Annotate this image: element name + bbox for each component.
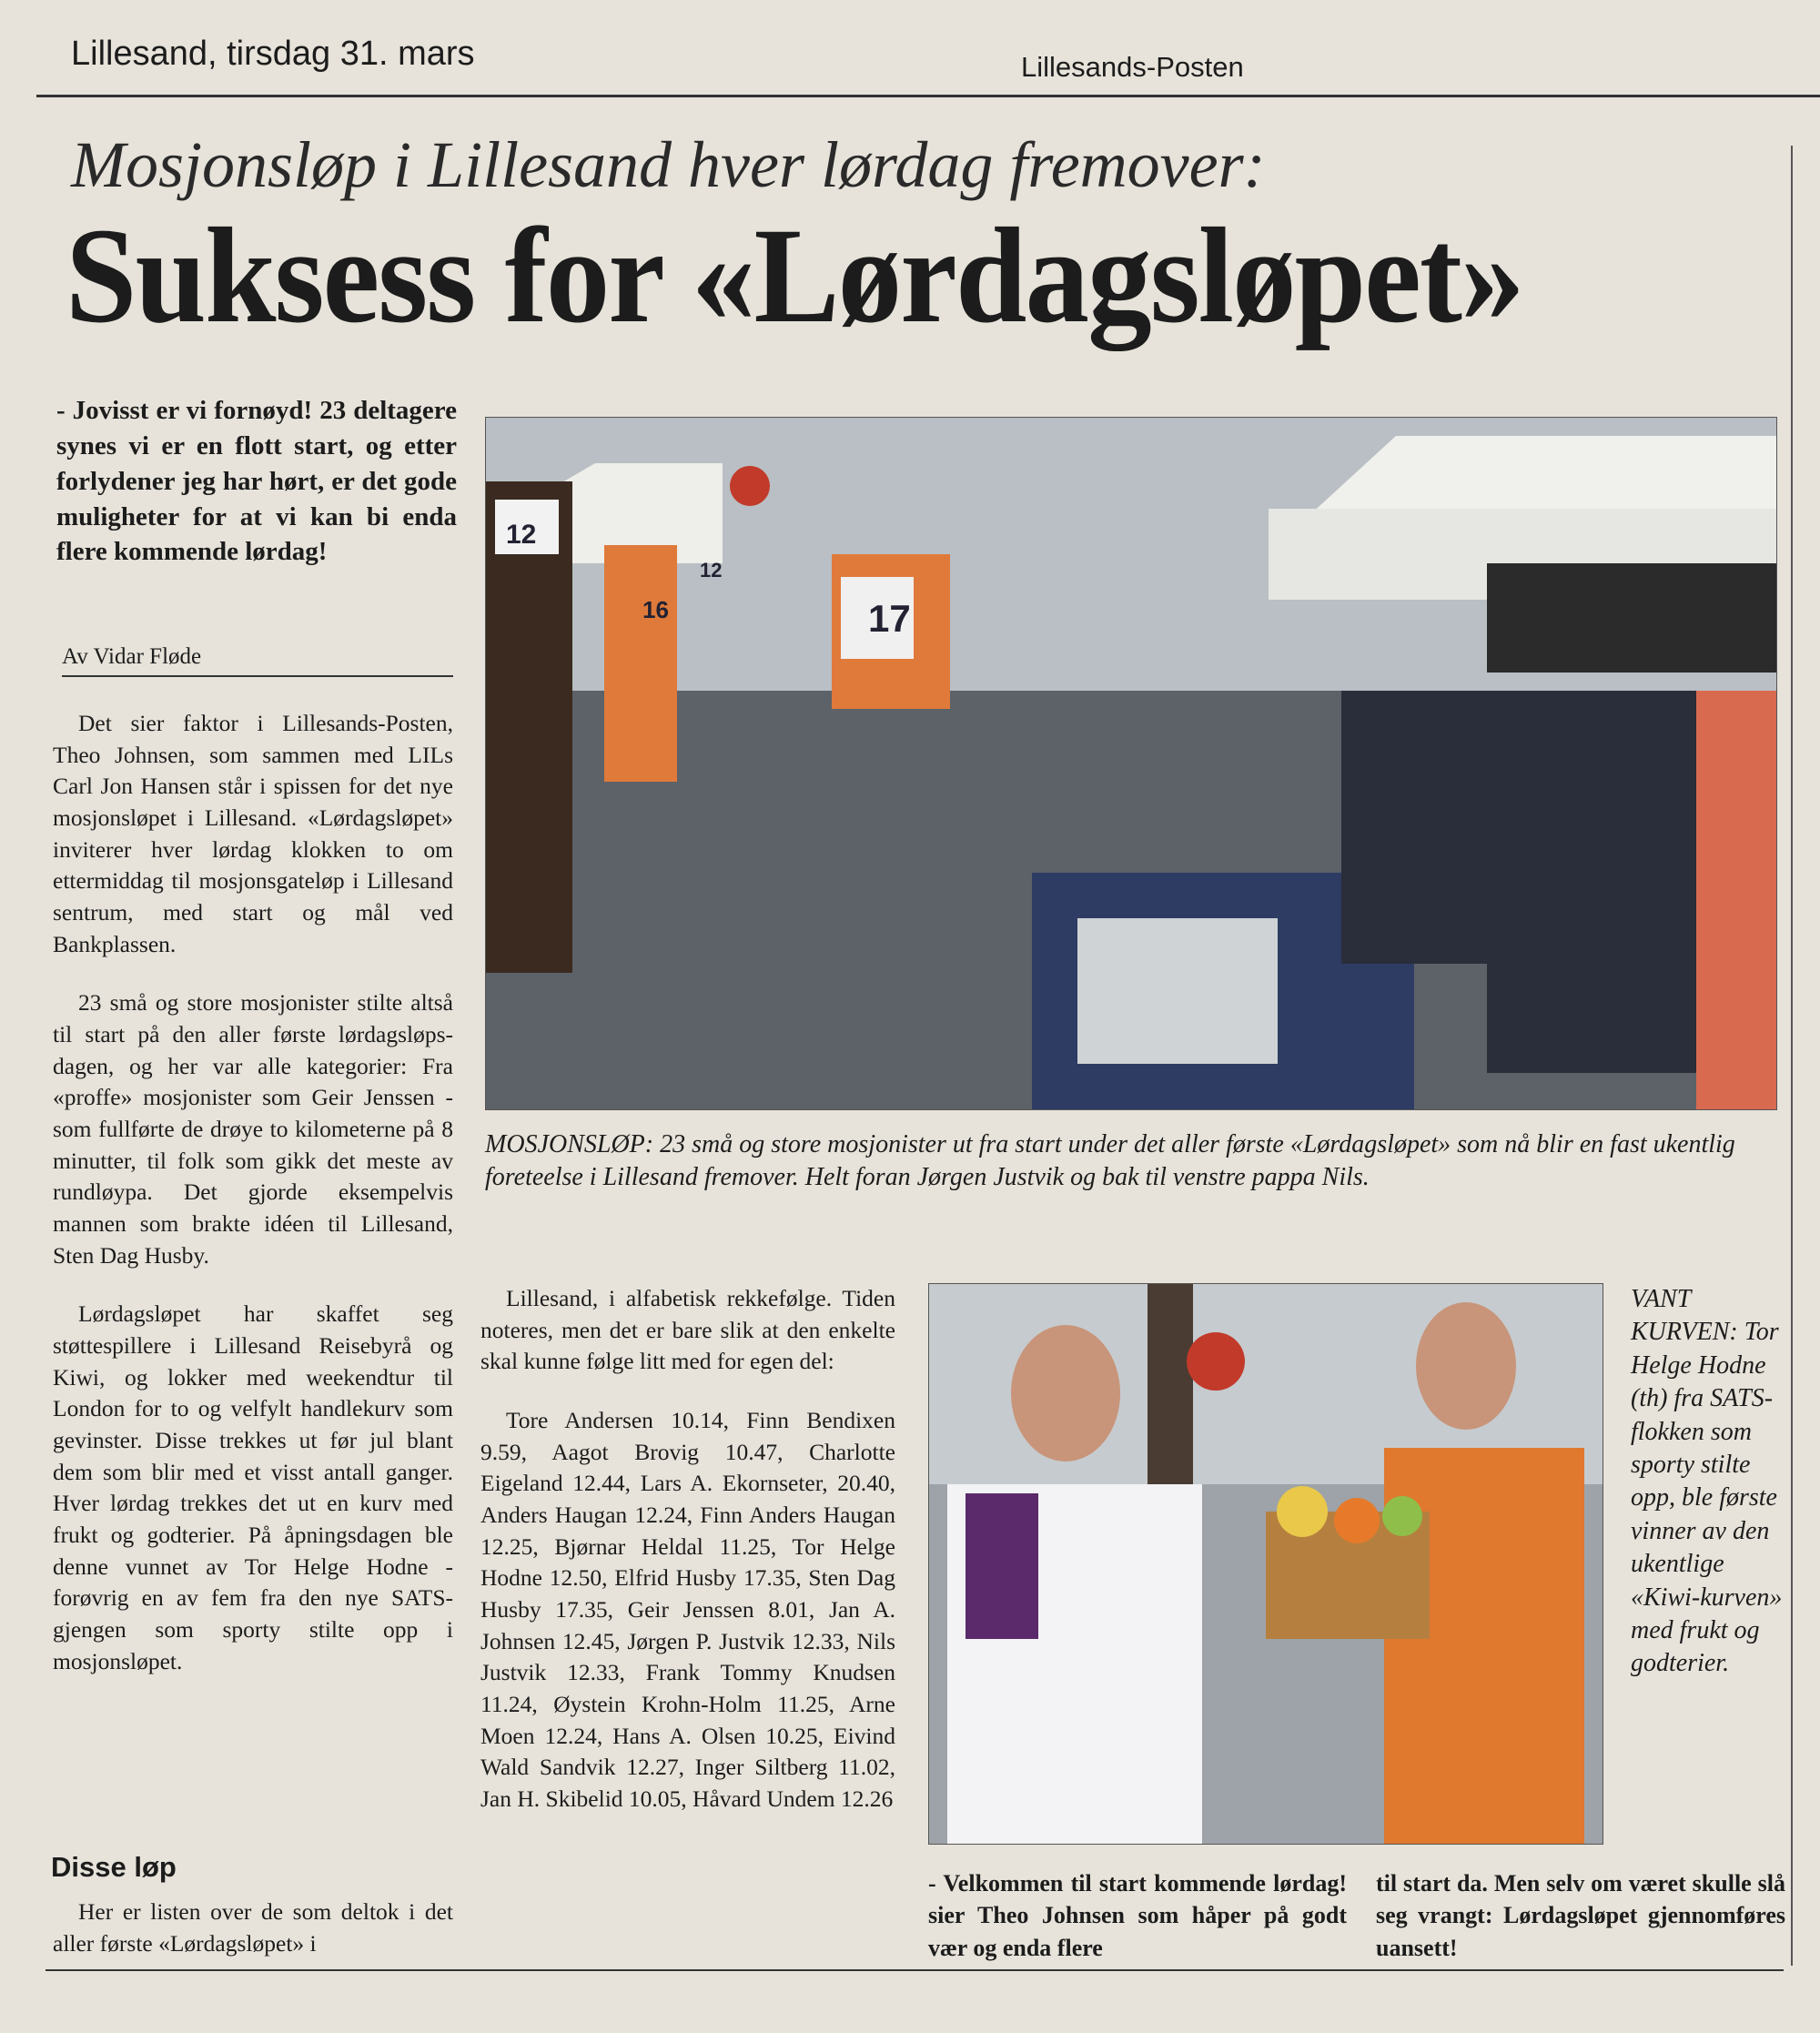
results-subhead: Disse løp <box>51 1851 177 1883</box>
caption-label: VANT KURVEN: <box>1631 1285 1738 1347</box>
basket-winner-photo <box>928 1283 1603 1845</box>
page-header-location-date: Lillesand, tirsdag 31. mars <box>71 35 475 73</box>
main-photo-illustration <box>486 418 1776 1109</box>
adjacent-page-edge <box>1791 146 1820 1966</box>
article-kicker: Mosjonsløp i Lillesand hver lørdag fremover: <box>71 128 1266 201</box>
article-column-1 <box>53 708 453 1704</box>
caption-text: 23 små og store mosjonister ut fra start under det aller første «Lørdagsløpet» som nå blir en fast ukentlig foreteelse i Lillesand fremover. Helt foran Jørgen Justvik og bak til venstre pappa Nils. <box>485 1130 1735 1192</box>
caption-text: Tor Helge Hodne (th) fra SATS-flokken som sporty stilte opp, ble første vinner av den ukentlige «Kiwi-kurven» med frukt og godterier. <box>1631 1318 1783 1678</box>
basket-photo-illustration <box>929 1284 1603 1844</box>
main-photo-runners <box>485 417 1777 1110</box>
paragraph: Det sier faktor i Lillesands-Posten, Theo Johnsen, som sammen med LILs Carl Jon Hansen står i spissen for det nye mosjonsløpet i Lillesand. «Lørdagsløpet» inviterer hver lørdag klokken to om ettermiddag til mosjonsgateløp i Lillesand sentrum, med start og mål ved Bankplassen. <box>53 710 453 957</box>
bib-number: 12 <box>700 559 723 582</box>
bib-number: 17 <box>868 597 911 640</box>
results-intro: Her er listen over de som deltok i det aller første «Lørdagsløpet» i <box>53 1898 453 1957</box>
results-list: Tore Andersen 10.14, Finn Bendixen 9.59, Aagot Brovig 10.47, Charlotte Eigeland 12.44, Lars A. Ekornseter, 20.40, Anders Haugan 12.24, Finn Anders Haugan 12.25, Bjørnar Heldal 11.25, Tor Helge Hodne 12.50, Elfrid Husby 17.35, Sten Dag Husby 17.35, Geir Jenssen 8.01, Jan A. Johnsen 12.45, Jørgen P. Justvik 12.33, Nils Justvik 12.33, Frank Tommy Knudsen 11.24, Øystein Krohn-Holm 11.25, Arne Moen 12.24, Hans A. Olsen 10.25, Eivind Wald Sandvik 12.27, Inger Siltberg 11.02, Jan H. Skibelid 10.05, Håvard Undem 12.26 <box>480 1407 895 1813</box>
article-column-2 <box>480 1283 895 1843</box>
bottom-rule <box>46 1969 1784 1971</box>
closing-quote-part-2: til start da. Men selv om været skulle slå seg vrangt: Lørdagsløpet gjennomføres uansett! <box>1376 1870 1785 1961</box>
header-rule <box>36 95 1820 97</box>
main-photo-caption <box>485 1128 1777 1195</box>
basket-photo-caption <box>1631 1283 1785 1681</box>
caption-label: MOSJONSLØP: <box>485 1130 654 1158</box>
paragraph: 23 små og store mosjonister stilte altså til start på den aller første lørdagsløps-dagen, og her var alle kategorier: Fra «proffe» mosjonister som Geir Jenssen - som fullførte de drøye to kilometerne på 8 minutter, til folk som gikk det meste av rundløypa. Det gjorde eksempelvis mannen som brakte idéen til Lillesand, Sten Dag Husby. <box>53 989 453 1269</box>
page-header-newspaper-name: Lillesands-Posten <box>1021 51 1244 83</box>
paragraph: Lørdagsløpet har skaffet seg støttespillere i Lillesand Reisebyrå og Kiwi, og lokker med weekendtur til London for to og velfylt handlekurv som gevinster. Disse trekkes ut før jul blant dem som blir med et visst antall ganger. Hver lørdag trekkes det ut en kurv med frukt og godterier. På åpningsdagen ble denne vunnet av Tor Helge Hodne - forøvrig en av fem fra den nye SATS-gjengen som sporty stilte opp i mosjonsløpet. <box>53 1300 453 1674</box>
closing-quote-part-1: - Velkommen til start kommende lørdag! sier Theo Johnsen som håper på godt vær og enda flere <box>928 1870 1347 1961</box>
article-headline: Suksess for «Lørdagsløpet» <box>66 200 1523 351</box>
article-lead: - Jovisst er vi fornøyd! 23 deltagere synes vi er en flott start, og etter forlydener jeg har hørt, er det gode muligheter for at vi kan bi enda flere kommende lørdag! <box>56 396 457 567</box>
bib-number: 12 <box>506 520 537 550</box>
paragraph: Lillesand, i alfabetisk rekkefølge. Tiden noteres, men det er bare slik at den enkelte skal kunne følge litt med for egen del: <box>480 1285 895 1375</box>
article-byline: Av Vidar Fløde <box>62 644 453 677</box>
bib-number: 16 <box>642 596 669 623</box>
